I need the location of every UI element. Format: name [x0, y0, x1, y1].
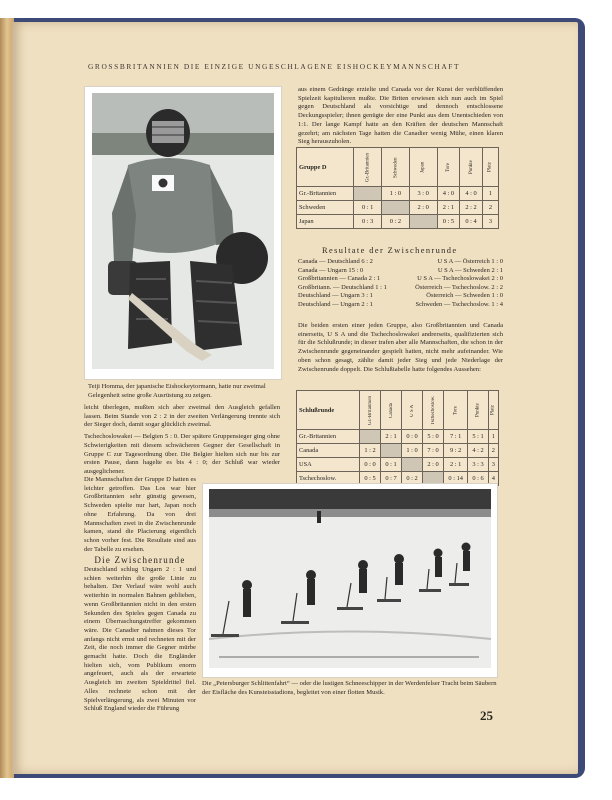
right-mid-text: Die beiden ersten einer jeden Gruppe, also Großbritannien und Canada einerseits, U S A und die Tschechoslowakei andrerseits, qualifizierten sich für die Schlußrunde; in dieser trafen aber alle Mannschaften, die schon in der Zwischenrunde gegeneinander gespielt hatten, nicht mehr aufeinander. Wie oben schon gesagt, zählte damit jeder Sieg und jede Niederlage der Zwischenrunde doppelt. Die Schlußtabelle hatte folgendes Aussehen: [298, 322, 503, 373]
photo2-caption: Die „Petersburger Schlittenfahrt“ — oder die lustigen Schneeschipper in der Werdenfelser Tracht beim Säubern der Eisfläche des Kunsteisstadions, begleitet von einer flotten Musik. [202, 680, 497, 696]
col-head: Japan [409, 148, 437, 187]
result-row [298, 284, 503, 293]
team-name: Schweden [297, 201, 354, 215]
cell: 2 : 0 [423, 458, 444, 472]
cell: 4 : 0 [437, 187, 460, 201]
cell: 3 [488, 458, 498, 472]
cell: 1 [488, 430, 498, 444]
cell: 4 : 2 [468, 444, 488, 458]
cell: 2 : 2 [460, 201, 483, 215]
cell: 7 : 1 [444, 430, 468, 444]
col-head: Gr.-Britannien [360, 391, 381, 430]
cell: 7 : 0 [423, 444, 444, 458]
results-list [298, 258, 503, 310]
result-row [298, 267, 503, 276]
left-paragraph-3: Die Mannschaften der Gruppe D hatten es leichter getroffen. Das Los war hier Großbritannien sehr günstig gewesen, Schweden spielte nur hart, Japan noch ohne Erfahrung. Da von drei Mannschaften zwei in die Zwischenrunde kamen, stand die Placierung eigentlich schon vorher fest. Die Resultate sind aus der Tabelle zu ersehen. [84, 476, 196, 553]
cell: 0 : 1 [354, 201, 382, 215]
table-header-row [297, 391, 499, 430]
table-row [297, 187, 499, 201]
cell: 0 : 7 [381, 472, 402, 486]
results-title: Resultate der Zwischenrunde [322, 246, 458, 255]
cell: 4 : 0 [460, 187, 483, 201]
result-left: Deutschland — Ungarn 2 : 1 [298, 300, 373, 308]
cell: 2 [488, 444, 498, 458]
col-head: Tschechoslow. [423, 391, 444, 430]
cell: 0 : 5 [360, 472, 381, 486]
cell: 3 : 3 [468, 458, 488, 472]
cell: 2 : 1 [444, 458, 468, 472]
table-row [297, 201, 499, 215]
table-row [297, 430, 499, 444]
col-head: Platz [488, 391, 498, 430]
table-title: Gruppe D [297, 148, 354, 187]
table-row [297, 458, 499, 472]
result-right: Österreich — Schweden 1 : 0 [426, 292, 503, 300]
result-right: Österreich — Tschechoslow. 2 : 2 [415, 283, 503, 291]
team-name: Canada [297, 444, 360, 458]
cell: 0 : 0 [402, 430, 423, 444]
cell: 0 : 3 [354, 215, 382, 229]
col-head: Gr.-Britannien [354, 148, 382, 187]
cell [381, 444, 402, 458]
left-paragraph-4: Deutschland schlug Ungarn 2 : 1 und schien weiterhin die große Linie zu behalten. Der Verlauf wäre wohl auch weiterhin in normalen Bahnen geblieben, wenn Großbritannien nicht in den ersten Sekunden des Spieles gegen Canada zu einem Überraschungstreffer gekommen wäre. Die Canadier nahmen dieses Tor anfangs nicht ernst und rechneten mit der Zeit, die noch immer die Gegner mürbe gemacht hatte. Doch die Engländer hielten sich, vom Publikum enorm angefeuert, auch als der erwartete Ausgleich im zweiten Spieldrittel fiel. Alles rechnete schon mit der Spielverlängerung, als zwei Minuten vor Schluß England wieder die Führung [84, 566, 196, 713]
cell: 1 : 0 [402, 444, 423, 458]
snow-clearing-illustration [209, 489, 491, 668]
team-name: USA [297, 458, 360, 472]
section-heading-zwischenrunde: Die Zwischenrunde [94, 555, 186, 566]
col-head: Schweden [382, 148, 410, 187]
left-text-column [84, 476, 196, 714]
result-left: Canada — Ungarn 15 : 0 [298, 266, 364, 274]
result-row [298, 275, 503, 284]
cell: 9 : 2 [444, 444, 468, 458]
cell: 3 [482, 215, 498, 229]
left-paragraph-2: Tschechoslowakei — Belgien 5 : 0. Der spätere Gruppensieger ging ohne Schwierigkeiten mit diesem schwächeren Gegner der Gesellschaft in Gruppe C zur Tagesordnung über. Die Belgier hielten sich nur bis zur ersten Pause, dann hagelte es bis 4 : 0; der Schluß war wieder ausgeglichener. [84, 433, 280, 475]
col-head: Tore [437, 148, 460, 187]
col-head: U S A [402, 391, 423, 430]
col-head: Punkte [460, 148, 483, 187]
cell [354, 187, 382, 201]
result-right: U S A — Österreich 1 : 0 [437, 258, 503, 265]
cell: 0 : 5 [437, 215, 460, 229]
result-left: Großbritannien — Canada 2 : 1 [298, 275, 381, 283]
result-left: Großbritann. — Deutschland 1 : 1 [298, 283, 387, 291]
photo1-caption: Teiji Homma, der japanische Eishockeytormann, hatte nur zweimal Gelegenheit seine große Ausrüstung zu zeigen. [88, 383, 266, 399]
result-right: U S A — Schweden 2 : 1 [437, 266, 503, 274]
team-name: Gr.-Britannien [297, 187, 354, 201]
cell: 2 : 1 [437, 201, 460, 215]
cell: 5 : 0 [423, 430, 444, 444]
result-row [298, 258, 503, 267]
cell [382, 201, 410, 215]
result-right: U S A — Tschechoslowakei 2 : 0 [417, 275, 503, 283]
cell: 0 : 14 [444, 472, 468, 486]
cell: 2 : 1 [381, 430, 402, 444]
team-name: Tschechoslow. [297, 472, 360, 486]
cell: 1 : 0 [382, 187, 410, 201]
table-header-row [297, 148, 499, 187]
goalkeeper-illustration [92, 93, 274, 369]
page-header: GROSSBRITANNIEN DIE EINZIGE UNGESCHLAGENE EISHOCKEYMANNSCHAFT [88, 62, 461, 71]
cell: 3 : 0 [409, 187, 437, 201]
snow-clearing-photo [202, 483, 498, 678]
right-intro-text: aus einem Gedränge erzielte und Canada vor der Kunst der verblüffenden Spielzeit kapitulieren mußte. Die Briten erwiesen sich nun auch im Spiel gegen Deutschland als vorsichtige und dennoch entschlossene Deckungsspieler; ihnen genügte der eine Punkt aus dem Unentschieden von 1:1. Der lange Kampf hatte an den Kräften der deutschen Mannschaft gezehrt; am nächsten Tage hatten die Canadier wenig Mühe, einen klaren Sieg herauszuholen. [298, 86, 503, 146]
cell: 0 : 6 [468, 472, 488, 486]
cell: 4 [488, 472, 498, 486]
cell [409, 215, 437, 229]
cell: 1 : 2 [360, 444, 381, 458]
cell: 0 : 4 [460, 215, 483, 229]
table-row [297, 444, 499, 458]
cell [402, 458, 423, 472]
cell: 0 : 2 [402, 472, 423, 486]
snow-clearing-image [209, 489, 491, 668]
left-text-top [84, 404, 280, 477]
result-row [298, 301, 503, 310]
cell: 2 [482, 201, 498, 215]
left-paragraph-1: leicht überlegen, mußten sich aber zweimal den Ausgleich gefallen lassen. Beim Stande von 2 : 2 in der zweiten Verlängerung trennte sich der Sieger doch, damit sogar glücklich zweimal. [84, 404, 280, 429]
cell [360, 430, 381, 444]
col-head: Punkte [468, 391, 488, 430]
page-number: 25 [480, 708, 493, 723]
team-name: Japan [297, 215, 354, 229]
final-round-table [296, 390, 499, 486]
col-head: Canada [381, 391, 402, 430]
result-right: Schweden — Tschechoslow. 1 : 4 [415, 300, 503, 308]
cell: 0 : 0 [360, 458, 381, 472]
table-title: Schlußrunde [297, 391, 360, 430]
cell: 0 : 1 [381, 458, 402, 472]
cell: 2 : 0 [409, 201, 437, 215]
team-name: Gr.-Britannien [297, 430, 360, 444]
cell: 0 : 2 [382, 215, 410, 229]
result-left: Deutschland — Ungarn 3 : 1 [298, 292, 373, 300]
cell: 5 : 1 [468, 430, 488, 444]
result-row [298, 292, 503, 301]
result-left: Canada — Deutschland 6 : 2 [298, 258, 373, 265]
table-row [297, 215, 499, 229]
col-head: Platz [482, 148, 498, 187]
goalkeeper-photo [84, 86, 282, 380]
goalkeeper-image [92, 93, 274, 369]
cell: 1 [482, 187, 498, 201]
group-d-table [296, 147, 499, 229]
col-head: Tore [444, 391, 468, 430]
